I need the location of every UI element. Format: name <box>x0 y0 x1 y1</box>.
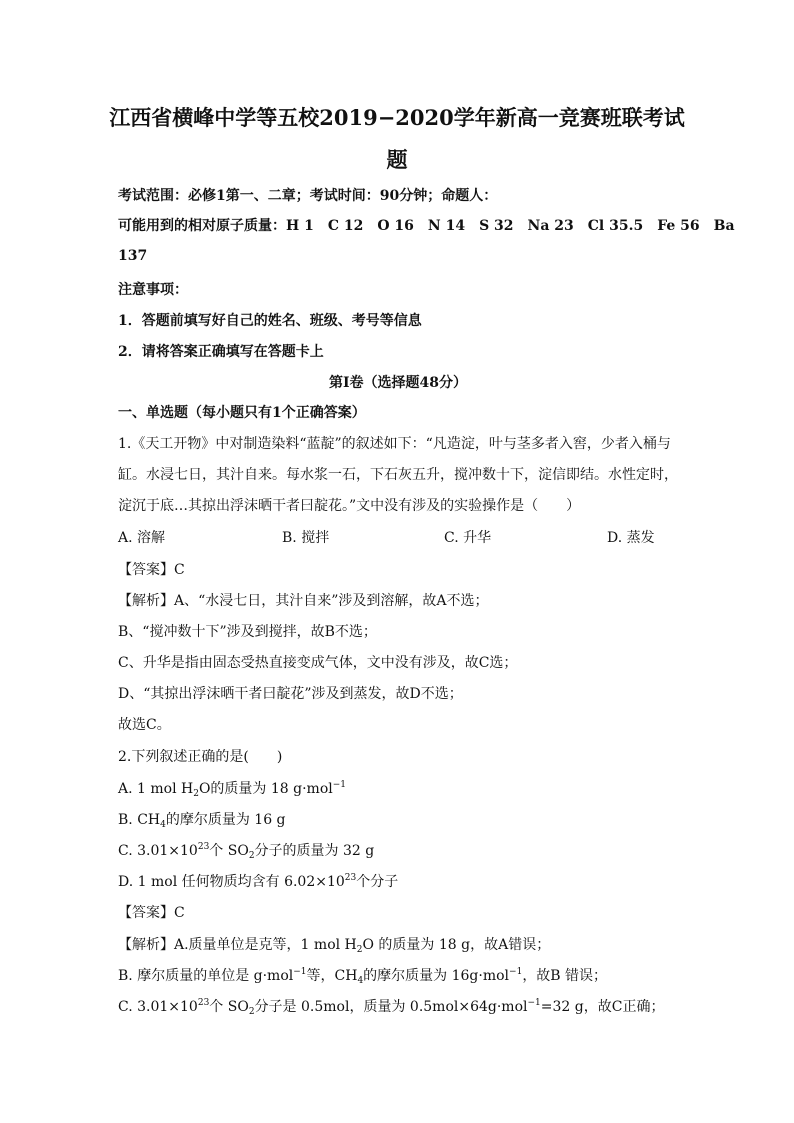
mass-s: S 32 <box>479 218 514 234</box>
mass-fe: Fe 56 <box>657 218 700 234</box>
notice-item-1: 1．答题前填写好自己的姓名、班级、考号等信息 <box>118 313 422 329</box>
part-heading: 一、单选题（每小题只有1个正确答案） <box>118 405 366 421</box>
notice-item-2: 2．请将答案正确填写在答题卡上 <box>118 344 324 360</box>
q2-option-d: D. 1 mol 任何物质均含有 $6.02\times 10^{23}$个分子 <box>118 873 399 890</box>
q2-option-c: C. $3.01\times 10^{23}$个 $SO_2$分子的质量为 32 g <box>118 842 375 861</box>
q2-answer: 【答案】C <box>118 905 185 921</box>
q1-conclusion: 故选C。 <box>118 717 171 733</box>
q1-analysis-line-4: D、“其掠出浮沫晒干者曰靛花”涉及到蒸发，故D不选； <box>118 686 463 702</box>
mass-n: N 14 <box>427 218 466 234</box>
mass-ba: Ba <box>713 218 735 234</box>
q1-option-d: D. 蒸发 <box>607 530 655 546</box>
exam-title-line-2: 题 <box>386 147 408 172</box>
q1-analysis-line-1: 【解析】A、“水浸七日，其汁自来”涉及到溶解，故A不选； <box>118 593 489 609</box>
mass-c: C 12 <box>327 218 364 234</box>
mass-o: O 16 <box>377 218 414 234</box>
q1-stem-line-3: 淀沉于底…其掠出浮沫晒干者曰靛花。”文中没有涉及的实验操作是（ ） <box>118 498 581 514</box>
q1-option-b: B. 搅拌 <box>282 530 330 546</box>
q1-analysis-line-2: B、“搅冲数十下”涉及到搅拌，故B不选； <box>118 624 377 640</box>
mass-na: Na 23 <box>527 218 574 234</box>
q1-option-c: C. 升华 <box>444 530 492 546</box>
q2-option-b: B. $CH_4$的摩尔质量为 16 g <box>118 812 286 830</box>
exam-title-line-1: 江西省横峰中学等五校2019−2020学年新高一竞赛班联考试 <box>109 105 685 130</box>
q2-analysis-c: C. $3.01\times 10^{23}$个 $SO_2$分子是 0.5mol，质量为 0.5mol×64g·mol$^{-1}$=32 g，故C正确； <box>118 998 665 1017</box>
mass-h: H 1 <box>286 218 314 234</box>
q1-stem-line-2: 缸。水浸七日，其汁自来。每水浆一石，下石灰五升，搅冲数十下，淀信即结。水性定时， <box>118 467 678 483</box>
q1-option-a: A. 溶解 <box>118 530 166 546</box>
atomic-masses-continued: 137 <box>118 248 148 264</box>
volume-heading: 第I卷（选择题48分） <box>328 375 468 391</box>
q1-analysis-line-3: C、升华是指由固态受热直接变成气体，文中没有涉及，故C选； <box>118 655 518 671</box>
q1-stem-line-1: 1.《天工开物》中对制造染料“蓝靛”的叙述如下：“凡造淀，叶与茎多者入窖，少者入桶与 <box>118 436 671 452</box>
q1-answer: 【答案】C <box>118 562 185 578</box>
q2-option-a: A. 1 mol $H_2O$的质量为 18 g·mol$^{-1}$ <box>118 780 347 799</box>
exam-scope: 考试范围：必修1第一、二章；考试时间：90分钟；命题人： <box>118 188 498 204</box>
atomic-masses-label: 可能用到的相对原子质量： <box>118 218 286 234</box>
q2-stem: 2.下列叙述正确的是( ) <box>118 749 283 765</box>
q2-analysis-a: 【解析】A.质量单位是克等，1 mol $H_2O$ 的质量为 18 g，故A错误； <box>118 937 551 955</box>
notice-title: 注意事项： <box>118 282 188 298</box>
q2-analysis-b: B. 摩尔质量的单位是 g·mol$^{-1}$等，$CH_4$的摩尔质量为 16g·mol$^{-1}$，故B 错误； <box>118 967 608 986</box>
atomic-masses <box>118 216 735 236</box>
mass-cl: Cl 35.5 <box>587 218 644 234</box>
